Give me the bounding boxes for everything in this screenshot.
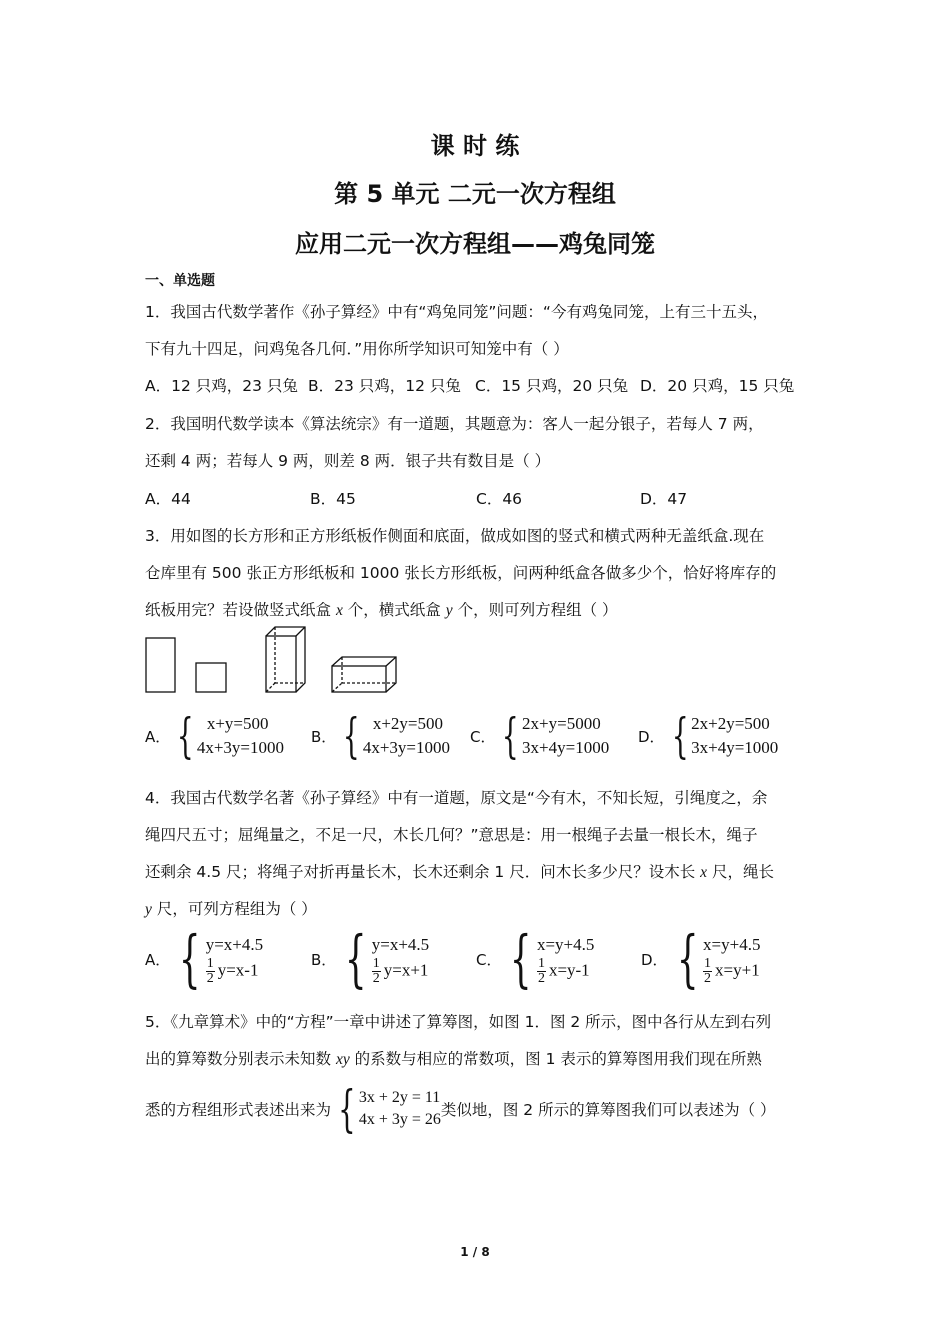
q2-line1: 2．我国明代数学读本《算法统宗》有一道题，其题意为：客人一起分银子，若每人 7 两， xyxy=(145,415,764,433)
q1-option-c: C．15 只鸡，20 只兔 xyxy=(475,377,629,395)
q3-figure xyxy=(140,622,410,698)
q3-line1: 3．用如图的长方形和正方形纸板作侧面和底面，做成如图的竖式和横式两种无盖纸盒.现在 xyxy=(145,527,765,545)
q4-line1: 4．我国古代数学名著《孙子算经》中有一道题，原文是“今有木，不知长短，引绳度之，余 xyxy=(145,789,768,807)
q4-line3: 还剩余 4.5 尺；将绳子对折再量长木，长木还剩余 1 尺．问木长多少尺？设木长 x 尺，绳长 xyxy=(145,863,775,881)
q4-option-b: B． { y=x+4.5 $\frac{1}{2}$ y=x+1 xyxy=(311,922,430,995)
doc-title: 课 时 练 xyxy=(430,132,520,160)
q2-option-d: D．47 xyxy=(640,490,688,508)
q4-option-a: A． { y=x+4.5 $\frac{1}{2}$ y=x-1 xyxy=(145,922,264,995)
q4-line2: 绳四尺五寸；屈绳量之，不足一尺，木长几何？”意思是：用一根绳子去量一根长木，绳子 xyxy=(145,826,758,844)
vertical-box xyxy=(266,627,305,692)
q3-option-c: C． { 2x+y=5000 3x+4y=1000 xyxy=(470,708,610,764)
square-sheet xyxy=(196,663,226,692)
rectangle-sheet xyxy=(146,638,175,692)
q1-line1: 1．我国古代数学著作《孙子算经》中有“鸡兔同笼”问题：“今有鸡兔同笼，上有三十五头， xyxy=(145,303,768,321)
q3-line3: 纸板用完？若设做竖式纸盒 x 个，横式纸盒 y 个，则可列方程组（ ） xyxy=(145,601,618,619)
q5-line2: 出的算筹数分别表示未知数 xy 的系数与相应的常数项，图 1 表示的算筹图用我们现在所熟 xyxy=(145,1050,762,1068)
q5-line1: 5．《九章算术》中的“方程”一章中讲述了算筹图，如图 1．图 2 所示，图中各行从左到右列 xyxy=(145,1013,772,1031)
q2-option-a: A．44 xyxy=(145,490,191,508)
q3-line2: 仓库里有 500 张正方形纸板和 1000 张长方形纸板，问两种纸盒各做多少个，恰好将库存的 xyxy=(145,564,777,582)
q4-line4: y 尺，可列方程组为（ ） xyxy=(145,900,317,918)
q4-option-c: C． { x=y+4.5 $\frac{1}{2}$ x=y-1 xyxy=(476,922,595,995)
q2-option-b: B．45 xyxy=(310,490,356,508)
q3-option-b: B． { x+2y=500 4x+3y=1000 xyxy=(311,708,451,764)
q1-option-d: D．20 只鸡，15 只兔 xyxy=(640,377,795,395)
q5-line3: 悉的方程组形式表述出来为 { 3x + 2y = 11 4x + 3y = 26 类似地，图 2 所示的算筹图我们可以表述为（ ） xyxy=(145,1080,776,1138)
lesson-title: 应用二元一次方程组——鸡兔同笼 xyxy=(295,230,655,258)
q1-option-b: B．23 只鸡，12 只兔 xyxy=(308,377,461,395)
q3-option-d: D． { 2x+2y=500 3x+4y=1000 xyxy=(638,708,779,764)
q1-option-a: A．12 只鸡，23 只兔 xyxy=(145,377,298,395)
q1-line2: 下有九十四足，问鸡兔各几何．”用你所学知识可知笼中有（ ） xyxy=(145,340,569,358)
section-heading: 一、单选题 xyxy=(145,273,215,289)
horizontal-box xyxy=(332,657,396,692)
q2-line2: 还剩 4 两；若每人 9 两，则差 8 两．银子共有数目是（ ） xyxy=(145,452,551,470)
unit-title: 第 5 单元 二元一次方程组 xyxy=(334,180,616,208)
q3-option-a: A． { x+y=500 4x+3y=1000 xyxy=(145,708,284,764)
page-number: 1 / 8 xyxy=(460,1245,490,1259)
q4-option-d: D． { x=y+4.5 $\frac{1}{2}$ x=y+1 xyxy=(641,922,761,995)
q2-option-c: C．46 xyxy=(476,490,523,508)
